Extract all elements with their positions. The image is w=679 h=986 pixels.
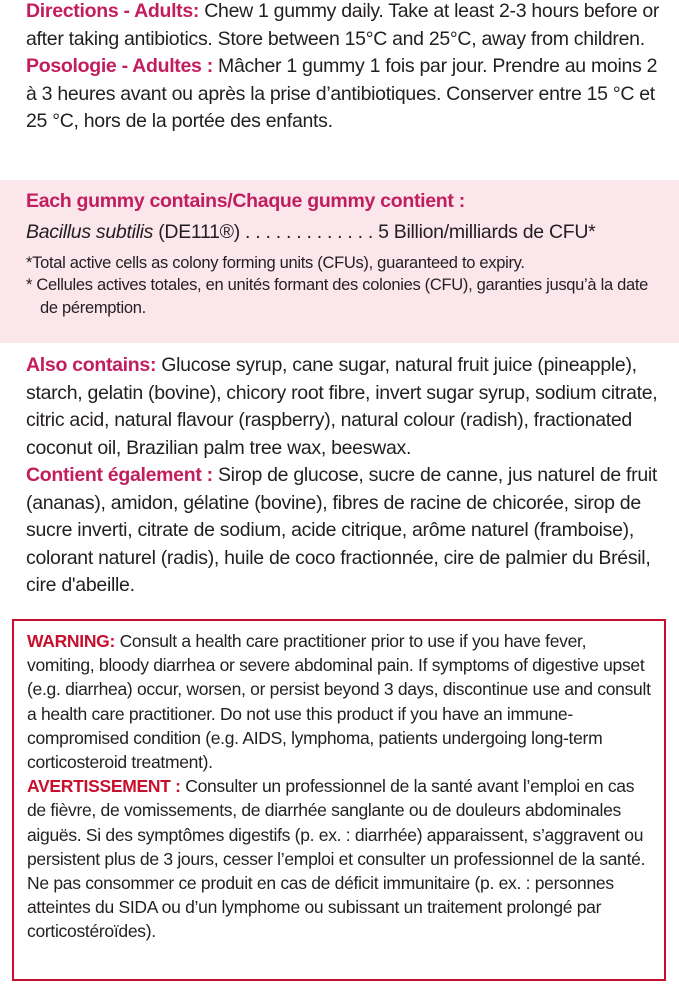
also-contains-fr-heading: Contient également : [26, 464, 213, 486]
directions-fr-text: Mâcher 1 gummy 1 fois par jour. Prendre au moins 2 à 3 heures avant ou après la prise d’antibiotiques. Conserver entre 15 °C et 25 °C, hors de la portée des enfants. [26, 55, 658, 132]
also-contains-fr-text: Sirop de glucose, sucre de canne, jus naturel de fruit (ananas), amidon, gélatine (bovine), fibres de racine de chicorée, sirop de sucre inverti, citrate de sodium, acide citrique, arôme naturel (framboise), colorant naturel (radis), huile de coco fractionnée, cire de palmier du Brésil, cire d'abeille. [26, 464, 658, 596]
ingredient-name: Bacillus subtilis [26, 220, 154, 243]
ingredient-strain: (DE111®) [153, 220, 240, 243]
warning-fr-heading: AVERTISSEMENT : [27, 776, 181, 797]
ingredient-row [26, 218, 666, 246]
warning-box [12, 619, 666, 981]
directions-en [26, 0, 666, 53]
warning-fr [27, 774, 657, 943]
warning-en [27, 629, 657, 774]
warning-fr-text: Consulter un professionnel de la santé avant l’emploi en cas de fièvre, de vomissements, de diarrhée sanglante ou de douleurs abdominales aiguës. Si des symptômes digestifs (p. ex. : diarrhée) apparaissent, s’aggravent ou persistent plus de 3 jours, cesser l’emploi et consulter un professionnel de la santé. Ne pas consommer ce produit en cas de déficit immunitaire (p. ex. : personnes atteintes du SIDA ou d’un lymphome ou subissant un traitement prolongé par corticostéroïdes). [27, 776, 646, 942]
warning-en-heading: WARNING: [27, 631, 116, 651]
directions-en-heading: Directions - Adults: [26, 0, 200, 22]
ingredient-amount: 5 Billion/milliards de CFU* [378, 220, 596, 243]
footnote-fr: * Cellules actives totales, en unités formant des colonies (CFU), garanties jusqu’à la date de péremption. [26, 276, 649, 317]
ingredient-leader-dots: . . . . . . . . . . . . . [239, 220, 379, 243]
directions-fr [26, 53, 666, 136]
warning-en-text: Consult a health care practitioner prior to use if you have fever, vomiting, bloody diarrhea or severe abdominal pain. If symptoms of digestive upset (e.g. diarrhea) occur, worsen, or persist beyond 3 days, discontinue use and consult a health care practitioner. Do not use this product if you have an immune-compromised condition (e.g. AIDS, lymphoma, patients undergoing long-term corticosteroid treatment). [27, 631, 651, 773]
also-contains-fr [26, 462, 671, 600]
directions-en-text: Chew 1 gummy daily. Take at least 2-3 hours before or after taking antibiotics. Store between 15°C and 25°C, away from children. [26, 0, 660, 50]
also-contains-en-heading: Also contains: [26, 354, 157, 376]
contains-heading: Each gummy contains/Chaque gummy contient : [26, 190, 465, 212]
directions-fr-heading: Posologie - Adultes : [26, 55, 213, 77]
gummy-contains-box [0, 180, 679, 343]
footnote-en: *Total active cells as colony forming units (CFUs), guaranteed to expiry. [26, 253, 525, 272]
directions-section [26, 0, 666, 136]
also-contains-section [26, 352, 671, 600]
also-contains-en [26, 352, 671, 462]
also-contains-en-text: Glucose syrup, cane sugar, natural fruit juice (pineapple), starch, gelatin (bovine), chicory root fibre, invert sugar syrup, sodium citrate, citric acid, natural flavour (raspberry), natural colour (radish), fractionated coconut oil, Brazilian palm tree wax, beeswax. [26, 354, 658, 459]
